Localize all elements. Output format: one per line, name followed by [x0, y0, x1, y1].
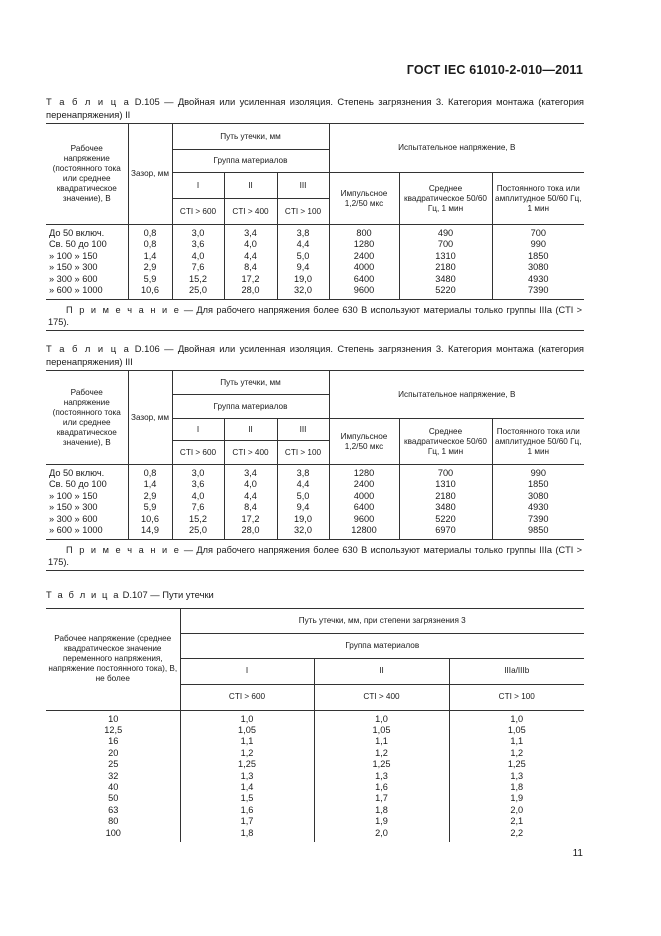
- cell: 9600: [329, 514, 399, 525]
- table-body: [46, 710, 584, 842]
- cell: 2180: [399, 491, 492, 502]
- cell: 100: [46, 828, 180, 842]
- cti-header: CTI > 100: [277, 441, 329, 465]
- cell: 25: [46, 759, 180, 770]
- cell: 5,9: [128, 274, 172, 285]
- cell: 3,8: [277, 465, 329, 480]
- table-d107: [46, 608, 584, 842]
- cell: 1,8: [314, 805, 449, 816]
- group-header: III: [277, 419, 329, 441]
- cell: 1,7: [180, 816, 314, 827]
- table-d107-caption: [46, 589, 584, 602]
- cell: 4,0: [224, 479, 277, 490]
- cell: 3,6: [172, 479, 224, 490]
- cti-header: CTI > 100: [449, 684, 584, 710]
- cell: 0,8: [128, 465, 172, 480]
- col-creepage-header: Путь утечки, мм: [172, 371, 329, 395]
- cell: » 150 » 300: [46, 502, 128, 513]
- cell: » 100 » 150: [46, 491, 128, 502]
- group-header: II: [224, 419, 277, 441]
- cell: 9,4: [277, 502, 329, 513]
- table-d105-block: [46, 96, 584, 331]
- cell: 6970: [399, 525, 492, 540]
- cell: 28,0: [224, 525, 277, 540]
- cell: 3080: [492, 262, 584, 273]
- cell: 1,1: [180, 736, 314, 747]
- test-col-header: Постоянного тока или амплитудное 50/60 Гц, 1 мин: [492, 173, 584, 225]
- cell: 2,0: [449, 805, 584, 816]
- table-d106-block: [46, 343, 584, 571]
- table-row: [46, 793, 584, 804]
- cell: 1,5: [180, 793, 314, 804]
- cell: 1,3: [180, 771, 314, 782]
- cell: 5220: [399, 285, 492, 300]
- cell: 4,0: [172, 251, 224, 262]
- cell: 7390: [492, 285, 584, 300]
- cell: 9600: [329, 285, 399, 300]
- col-voltage-header: Рабочее напряжение (среднее квадратическое значение переменного напряжения, напряжение постоянного тока), В, не более: [46, 608, 180, 710]
- cell: 1280: [329, 465, 399, 480]
- group-header: I: [172, 419, 224, 441]
- col-group-header: Группа материалов: [172, 395, 329, 419]
- test-col-header: Среднее квадратическое 50/60 Гц, 1 мин: [399, 419, 492, 465]
- table-body: [46, 225, 584, 300]
- cell: 20: [46, 748, 180, 759]
- table-row: [46, 251, 584, 262]
- table-row: [46, 782, 584, 793]
- test-col-header: Импульсное 1,2/50 мкс: [329, 419, 399, 465]
- caption-text: D.107 — Пути утечки: [120, 589, 214, 600]
- cell: 5220: [399, 514, 492, 525]
- group-header: I: [180, 658, 314, 684]
- cell: 5,0: [277, 251, 329, 262]
- table-row: [46, 479, 584, 490]
- col-group-header: Группа материалов: [172, 150, 329, 173]
- cell: 3,6: [172, 239, 224, 250]
- cell: 17,2: [224, 514, 277, 525]
- cell: 3,8: [277, 225, 329, 240]
- cell: 4,4: [224, 491, 277, 502]
- cell: 25,0: [172, 525, 224, 540]
- col-gap-header: Зазор, мм: [128, 124, 172, 225]
- table-row: [46, 725, 584, 736]
- group-header: II: [314, 658, 449, 684]
- group-header: III: [277, 173, 329, 199]
- table-row: [46, 225, 584, 240]
- cell: » 300 » 600: [46, 274, 128, 285]
- cell: 1,9: [314, 816, 449, 827]
- cell: 1,3: [449, 771, 584, 782]
- col-gap-header: Зазор, мм: [128, 371, 172, 465]
- cell: 63: [46, 805, 180, 816]
- cell: 700: [399, 465, 492, 480]
- table-header: [46, 608, 584, 710]
- cell: 9,4: [277, 262, 329, 273]
- table-d107-block: [46, 589, 584, 842]
- cell: » 300 » 600: [46, 514, 128, 525]
- standard-designation: ГОСТ IEC 61010-2-010—2011: [406, 63, 583, 77]
- col-voltage-header: Рабочее напряжение (постоянного тока или среднее квадратическое значение), В: [46, 124, 128, 225]
- cell: 1,0: [314, 710, 449, 725]
- table-row: [46, 262, 584, 273]
- group-header: II: [224, 173, 277, 199]
- cell: 1,8: [449, 782, 584, 793]
- table-d105: [46, 123, 584, 331]
- cell: 19,0: [277, 274, 329, 285]
- cell: 1,0: [180, 710, 314, 725]
- table-row: [46, 285, 584, 300]
- cell: 17,2: [224, 274, 277, 285]
- cell: 12800: [329, 525, 399, 540]
- cell: 1310: [399, 479, 492, 490]
- table-row: [46, 491, 584, 502]
- caption-text: D.105 — Двойная или усиленная изоляция. Степень загрязнения 3. Категория монтажа (категория перенапряжения) II: [46, 96, 585, 120]
- col-voltage-header: Рабочее напряжение (постоянного тока или среднее квадратическое значение), В: [46, 371, 128, 465]
- cell: 19,0: [277, 514, 329, 525]
- cell: 4,0: [224, 239, 277, 250]
- cell: 2,0: [314, 828, 449, 842]
- cell: 700: [492, 225, 584, 240]
- cell: 0,8: [128, 239, 172, 250]
- cell: До 50 включ.: [46, 465, 128, 480]
- table-row: [46, 514, 584, 525]
- cell: 1,4: [180, 782, 314, 793]
- cell: 5,9: [128, 502, 172, 513]
- cell: 1,0: [449, 710, 584, 725]
- cell: 1,9: [449, 793, 584, 804]
- cell: 8,4: [224, 502, 277, 513]
- cell: 1,2: [449, 748, 584, 759]
- caption-prefix: Т а б л и ц а: [46, 589, 121, 600]
- cti-header: CTI > 400: [224, 199, 277, 225]
- cell: 1,1: [449, 736, 584, 747]
- cell: 1,2: [180, 748, 314, 759]
- col-test-header: Испытательное напряжение, В: [329, 124, 584, 173]
- col-creepage-header: Путь утечки, мм, при степени загрязнения 3: [180, 608, 584, 633]
- col-group-header: Группа материалов: [180, 633, 584, 658]
- cell: 1,7: [314, 793, 449, 804]
- cell: 1,8: [180, 828, 314, 842]
- cell: 3480: [399, 502, 492, 513]
- cell: 28,0: [224, 285, 277, 300]
- cell: 4000: [329, 491, 399, 502]
- cell: 1,05: [180, 725, 314, 736]
- cell: 32,0: [277, 285, 329, 300]
- cell: Св. 50 до 100: [46, 239, 128, 250]
- cell: 990: [492, 465, 584, 480]
- cell: 4,4: [277, 479, 329, 490]
- cti-header: CTI > 100: [277, 199, 329, 225]
- table-row: [46, 525, 584, 540]
- table-row: [46, 239, 584, 250]
- cell: 2400: [329, 251, 399, 262]
- note-text: — Для рабочего напряжения более 630 В используют материалы только группы IIIa (CTI > 175).: [48, 305, 583, 328]
- cell: 1,6: [180, 805, 314, 816]
- cell: 50: [46, 793, 180, 804]
- cell: 4,4: [277, 239, 329, 250]
- test-col-header: Импульсное 1,2/50 мкс: [329, 173, 399, 225]
- cell: 800: [329, 225, 399, 240]
- cell: 1,05: [449, 725, 584, 736]
- table-row: [46, 736, 584, 747]
- table-header: [46, 371, 584, 465]
- cell: 4,0: [172, 491, 224, 502]
- cell: 1280: [329, 239, 399, 250]
- caption-text: D.106 — Двойная или усиленная изоляция. Степень загрязнения 3. Категория монтажа (категория перенапряжения) III: [46, 343, 585, 367]
- table-row: [46, 502, 584, 513]
- caption-prefix: Т а б л и ц а: [46, 96, 131, 107]
- page-number: 11: [572, 848, 583, 859]
- cell: 4930: [492, 502, 584, 513]
- table-header: [46, 124, 584, 225]
- cell: 3,0: [172, 465, 224, 480]
- note-prefix: П р и м е ч а н и е: [66, 305, 181, 316]
- table-row: [46, 805, 584, 816]
- cti-header: CTI > 600: [172, 441, 224, 465]
- cell: 4000: [329, 262, 399, 273]
- table-row: [46, 816, 584, 827]
- cell: 7,6: [172, 502, 224, 513]
- cti-header: CTI > 400: [314, 684, 449, 710]
- table-row: [46, 465, 584, 480]
- cell: 8,4: [224, 262, 277, 273]
- cell: 1,25: [314, 759, 449, 770]
- cti-header: CTI > 600: [172, 199, 224, 225]
- test-col-header: Среднее квадратическое 50/60 Гц, 1 мин: [399, 173, 492, 225]
- cell: 490: [399, 225, 492, 240]
- cell: 1,6: [314, 782, 449, 793]
- note-cell: [46, 540, 584, 571]
- cell: 2,1: [449, 816, 584, 827]
- cell: 1,1: [314, 736, 449, 747]
- cell: 14,9: [128, 525, 172, 540]
- cell: » 150 » 300: [46, 262, 128, 273]
- cell: 5,0: [277, 491, 329, 502]
- table-note: [46, 300, 584, 331]
- table-row: [46, 274, 584, 285]
- cell: 2400: [329, 479, 399, 490]
- cell: 990: [492, 239, 584, 250]
- cell: 32,0: [277, 525, 329, 540]
- cell: 16: [46, 736, 180, 747]
- cell: 3,0: [172, 225, 224, 240]
- table-d105-caption: [46, 96, 584, 121]
- cell: 10: [46, 710, 180, 725]
- cell: 4930: [492, 274, 584, 285]
- cell: 1310: [399, 251, 492, 262]
- cell: 1,25: [180, 759, 314, 770]
- cell: 32: [46, 771, 180, 782]
- cell: 3480: [399, 274, 492, 285]
- table-row: [46, 710, 584, 725]
- table-row: [46, 828, 584, 842]
- cell: 1,3: [314, 771, 449, 782]
- cell: 7390: [492, 514, 584, 525]
- cell: 10,6: [128, 285, 172, 300]
- cell: 10,6: [128, 514, 172, 525]
- group-header: IIIa/IIIb: [449, 658, 584, 684]
- cell: 3,4: [224, 225, 277, 240]
- cell: » 600 » 1000: [46, 525, 128, 540]
- cell: 15,2: [172, 514, 224, 525]
- caption-prefix: Т а б л и ц а: [46, 343, 131, 354]
- group-header: I: [172, 173, 224, 199]
- cell: 4,4: [224, 251, 277, 262]
- cell: 1850: [492, 251, 584, 262]
- table-note: [46, 540, 584, 571]
- cell: 12,5: [46, 725, 180, 736]
- cell: » 100 » 150: [46, 251, 128, 262]
- table-row: [46, 748, 584, 759]
- cell: 2,2: [449, 828, 584, 842]
- cell: 1,25: [449, 759, 584, 770]
- cell: » 600 » 1000: [46, 285, 128, 300]
- cell: 3080: [492, 491, 584, 502]
- cti-header: CTI > 400: [224, 441, 277, 465]
- cell: 1,05: [314, 725, 449, 736]
- cell: 1,4: [128, 479, 172, 490]
- table-row: [46, 759, 584, 770]
- cell: 9850: [492, 525, 584, 540]
- cell: 40: [46, 782, 180, 793]
- cti-header: CTI > 600: [180, 684, 314, 710]
- cell: 1,4: [128, 251, 172, 262]
- cell: До 50 включ.: [46, 225, 128, 240]
- cell: 25,0: [172, 285, 224, 300]
- cell: 0,8: [128, 225, 172, 240]
- cell: 15,2: [172, 274, 224, 285]
- table-d106-caption: [46, 343, 584, 368]
- table-body: [46, 465, 584, 540]
- cell: 3,4: [224, 465, 277, 480]
- note-prefix: П р и м е ч а н и е: [66, 545, 181, 556]
- note-text: — Для рабочего напряжения более 630 В используют материалы только группы IIIa (CTI > 175).: [48, 545, 583, 568]
- test-col-header: Постоянного тока или амплитудное 50/60 Гц, 1 мин: [492, 419, 584, 465]
- cell: Св. 50 до 100: [46, 479, 128, 490]
- cell: 6400: [329, 274, 399, 285]
- note-cell: [46, 300, 584, 331]
- cell: 7,6: [172, 262, 224, 273]
- cell: 6400: [329, 502, 399, 513]
- cell: 2,9: [128, 262, 172, 273]
- cell: 2,9: [128, 491, 172, 502]
- cell: 1,2: [314, 748, 449, 759]
- cell: 2180: [399, 262, 492, 273]
- cell: 700: [399, 239, 492, 250]
- cell: 1850: [492, 479, 584, 490]
- col-test-header: Испытательное напряжение, В: [329, 371, 584, 419]
- table-row: [46, 771, 584, 782]
- cell: 80: [46, 816, 180, 827]
- table-d106: [46, 370, 584, 571]
- col-creepage-header: Путь утечки, мм: [172, 124, 329, 150]
